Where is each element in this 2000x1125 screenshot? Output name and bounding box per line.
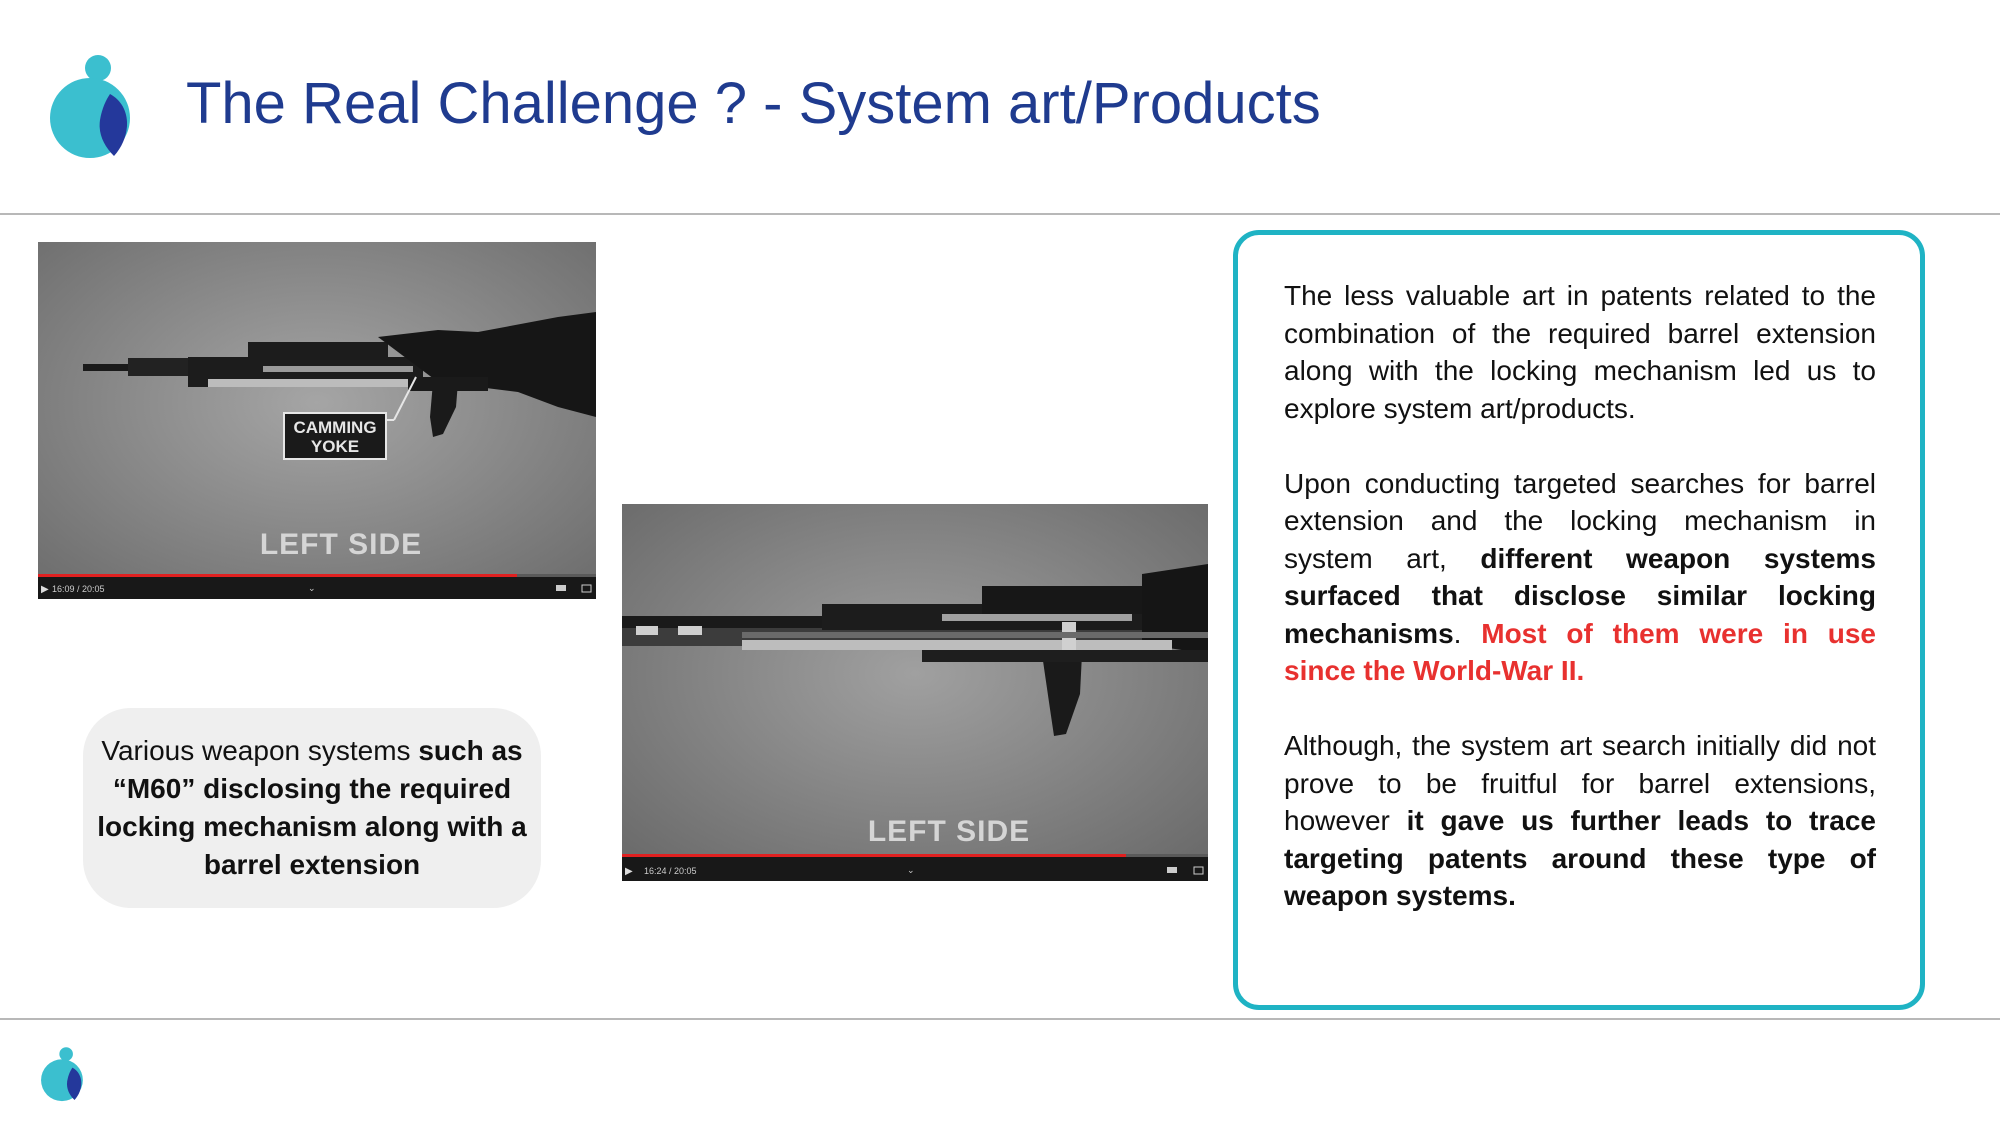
weapon-image-camming-yoke xyxy=(38,242,596,599)
paragraph-2 xyxy=(1284,465,1876,690)
footer-logo xyxy=(40,1046,86,1111)
paragraph-2-sep: . xyxy=(1453,617,1482,649)
video-time: 16:09 / 20:05 xyxy=(52,584,105,594)
video-progress-bar[interactable] xyxy=(38,574,517,577)
paragraph-1: The less valuable art in patents related to the combination of the required barrel extension along with the locking mechanism led us to explore system art/products. xyxy=(1284,280,1876,424)
paragraph-2-highlight: Most of them were in use since the World-War II. xyxy=(1284,617,1876,686)
camming-label-line1: CAMMING xyxy=(293,418,377,437)
explanation-box xyxy=(1233,230,1925,1010)
footer-divider xyxy=(0,1018,2000,1020)
play-icon[interactable]: ▶ xyxy=(625,866,633,877)
video-time: 16:24 / 20:05 xyxy=(644,866,697,876)
side-label: LEFT SIDE xyxy=(259,528,423,561)
settings-icon[interactable] xyxy=(1167,867,1177,873)
camming-label-line2: YOKE xyxy=(310,437,360,456)
video-progress-bar[interactable] xyxy=(622,854,1126,857)
image-caption xyxy=(83,708,541,908)
header-divider xyxy=(0,213,2000,215)
caption-text xyxy=(97,732,527,884)
chevron-down-icon[interactable]: ⌄ xyxy=(308,584,316,594)
paragraph-2-bold: different weapon systems surfaced that disclose similar locking mechanisms xyxy=(1284,542,1876,649)
caption-bold: such as “M60” disclosing the required locking mechanism along with a barrel extension xyxy=(97,735,527,880)
paragraph-3 xyxy=(1284,727,1876,915)
play-icon[interactable]: ▶ xyxy=(41,584,49,595)
settings-icon[interactable] xyxy=(556,585,566,591)
weapon-image-left-side xyxy=(622,504,1208,881)
paragraph-2-plain: Upon conducting targeted searches for barrel extension and the locking mechanism in system art, xyxy=(1284,467,1876,574)
explanation-text xyxy=(1284,277,1876,915)
paragraph-3-plain: Although, the system art search initially did not prove to be fruitful for barrel extensions, however xyxy=(1284,730,1876,836)
side-label: LEFT SIDE xyxy=(867,815,1031,848)
page-title: The Real Challenge ? - System art/Products xyxy=(186,71,1321,136)
paragraph-3-bold: it gave us further leads to trace targeting patents around these type of weapon systems. xyxy=(1284,805,1876,911)
company-logo xyxy=(48,54,136,171)
caption-plain: Various weapon systems xyxy=(101,735,419,766)
chevron-down-icon[interactable]: ⌄ xyxy=(907,866,915,876)
